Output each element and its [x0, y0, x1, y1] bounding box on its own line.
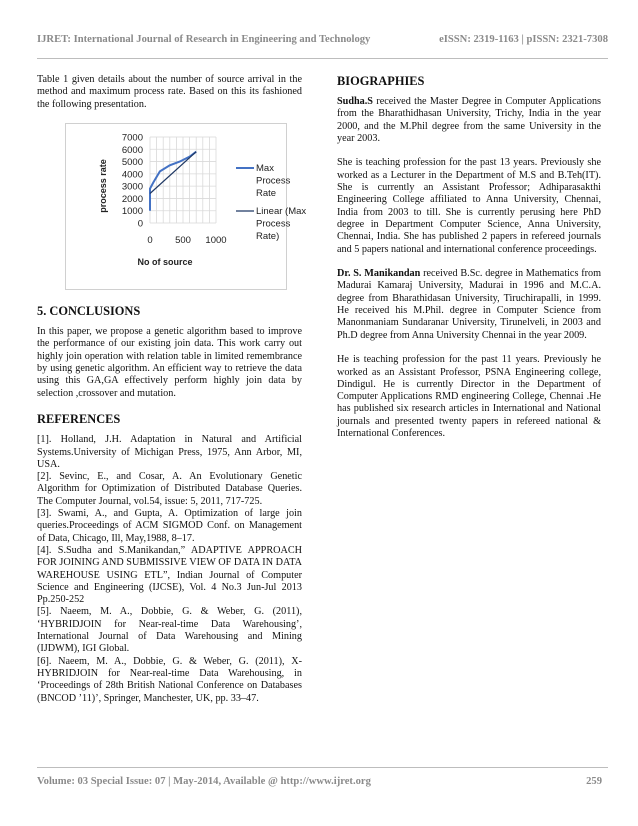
y-tick-label: 5000 [121, 157, 143, 169]
reference-item: [1]. Holland, J.H. Adaptation in Natural and Artificial Systems.University of Michigan Press, 1975, Ann Arbor, MI, USA. [37, 434, 302, 470]
y-tick-label: 4000 [121, 169, 143, 181]
bio1-name: Sudha.S [337, 96, 373, 107]
x-tick-label: 1000 [205, 235, 227, 247]
process-rate-chart [65, 123, 307, 290]
conclusions-paragraph: In this paper, we propose a genetic algorithm based to improve the performance of our existing join data. This work carry out highly join operation with relation table in limited remembrance by using genetic algorithm. An efficient way to retrieve the data using this GA,GA effectively perform highly join data by selection ,crossover and mutation. [37, 326, 302, 399]
bio2-name: Dr. S. Manikandan [337, 268, 421, 280]
issn-info: eISSN: 2319-1163 | pISSN: 2321-7308 [439, 34, 608, 45]
y-tick-label: 1000 [121, 206, 143, 218]
legend-entry: Linear (Max Process Rate) [256, 206, 307, 243]
right-column [337, 74, 601, 453]
y-tick-label: 3000 [121, 181, 143, 193]
references-heading: REFERENCES [37, 412, 121, 427]
footer-divider [37, 767, 608, 768]
y-tick-label: 6000 [121, 144, 143, 156]
x-tick-label: 0 [147, 235, 153, 247]
y-tick-label: 2000 [121, 194, 143, 206]
left-column [37, 74, 307, 705]
bio1-paragraph [337, 96, 601, 145]
header-divider [37, 58, 608, 59]
y-axis-label: process rate [98, 159, 108, 213]
reference-item: [5]. Naeem, M. A., Dobbie, G. & Weber, G. (2011), ‘HYBRIDJOIN for Near-real-time Data Warehousing’, International Journal of Data Warehousing and Mining (IJDWM), IGI Global. [37, 606, 302, 655]
volume-info: Volume: 03 Special Issue: 07 | May-2014, Available @ http://www.ijret.org [37, 776, 371, 787]
page-number: 259 [586, 776, 602, 787]
conclusions-heading: 5. CONCLUSIONS [37, 304, 141, 319]
intro-paragraph: Table 1 given details about the number of source arrival in the method and maximum process rate. Based on this its fashioned the following presentation. [37, 74, 302, 110]
bio1-paragraph-2: She is teaching profession for the past 13 years. Previously she worked as a Lecturer in the Department of M.S and B.Teh(IT). She is currently an Assistant Professor; Adhiparasakthi Engineering College affiliated to Anna University, Chennai, India from 2003 to till. She is currently perusing here PhD degree in Department Computer Science, Anna University, Chennai, India. She has published 2 papers in refereed journals and 5 papers national and international conference proceedings. [337, 157, 601, 255]
references-list [37, 434, 302, 705]
legend-entry: Max Process Rate [256, 163, 291, 200]
bio2-paragraph [337, 268, 601, 342]
chart-canvas [66, 124, 307, 289]
reference-item: [2]. Sevinc, E., and Cosar, A. An Evolutionary Genetic Algorithm for Optimization of Distributed Database Queries. The Computer Journal, vol.54, issue: 5, 2011, 717-725. [37, 471, 302, 507]
bio1-text: received the Master Degree in Computer Applications from the Bharathidhasan University, Trichy, India in the year 2000, and the M.Phil degree from the same University in the year 2003. [337, 96, 601, 144]
y-tick-label: 0 [137, 218, 143, 230]
biographies-heading: BIOGRAPHIES [337, 74, 425, 88]
bio2-text: received B.Sc. degree in Mathematics from Madurai Kamaraj University, Madurai in 1996 and M.C.A. degree from Bharathidasan University, Tiruchirapalli, in 1999. He received his M.Phil. degree in Computer Science from Manonmaniam Sundaranar University, Tirunelveli, in 2003 and Ph.D degree from Anna University Chennai in the year 2009. [337, 268, 601, 341]
journal-title: IJRET: International Journal of Research in Engineering and Technology [37, 34, 371, 45]
reference-item: [4]. S.Sudha and S.Manikandan,” ADAPTIVE APPROACH FOR JOINING AND SUBMISSIVE VIEW OF DATA IN DATA WAREHOUSE USING ETL”, Indian Journal of Computer Science and Engineering (IJCSE), Vol. 4 No.3 Jun-Jul 2013 Pp.250-252 [37, 544, 302, 606]
reference-item: [6]. Naeem, M. A., Dobbie, G. & Weber, G. (2011), X-HYBRIDJOIN for Near-real-time Data Warehousing, in ‘Proceedings of 28th British National Conference on Databases (BNCOD ’11)’, Springer, Manchester, UK, pp. 33–47. [37, 655, 302, 704]
y-tick-label: 7000 [121, 132, 143, 144]
reference-item: [3]. Swami, A., and Gupta, A. Optimization of large join queries.Proceedings of ACM SIGMOD Conf. on Management of Data, Chicago, Ill, May,1988, 8–17. [37, 508, 302, 544]
x-tick-label: 500 [175, 235, 191, 247]
x-axis-label: No of source [137, 257, 193, 268]
bio2-paragraph-2: He is teaching profession for the past 11 years. Previously he worked as an Assistant Professor, PSNA Engineering college, Dindigul. He is currently Director in the Department of Computer Applications RMD engineering College, Chennai .He has published six research articles in International and National journals and presented twenty papers in refereed national & International Conferences. [337, 354, 601, 440]
